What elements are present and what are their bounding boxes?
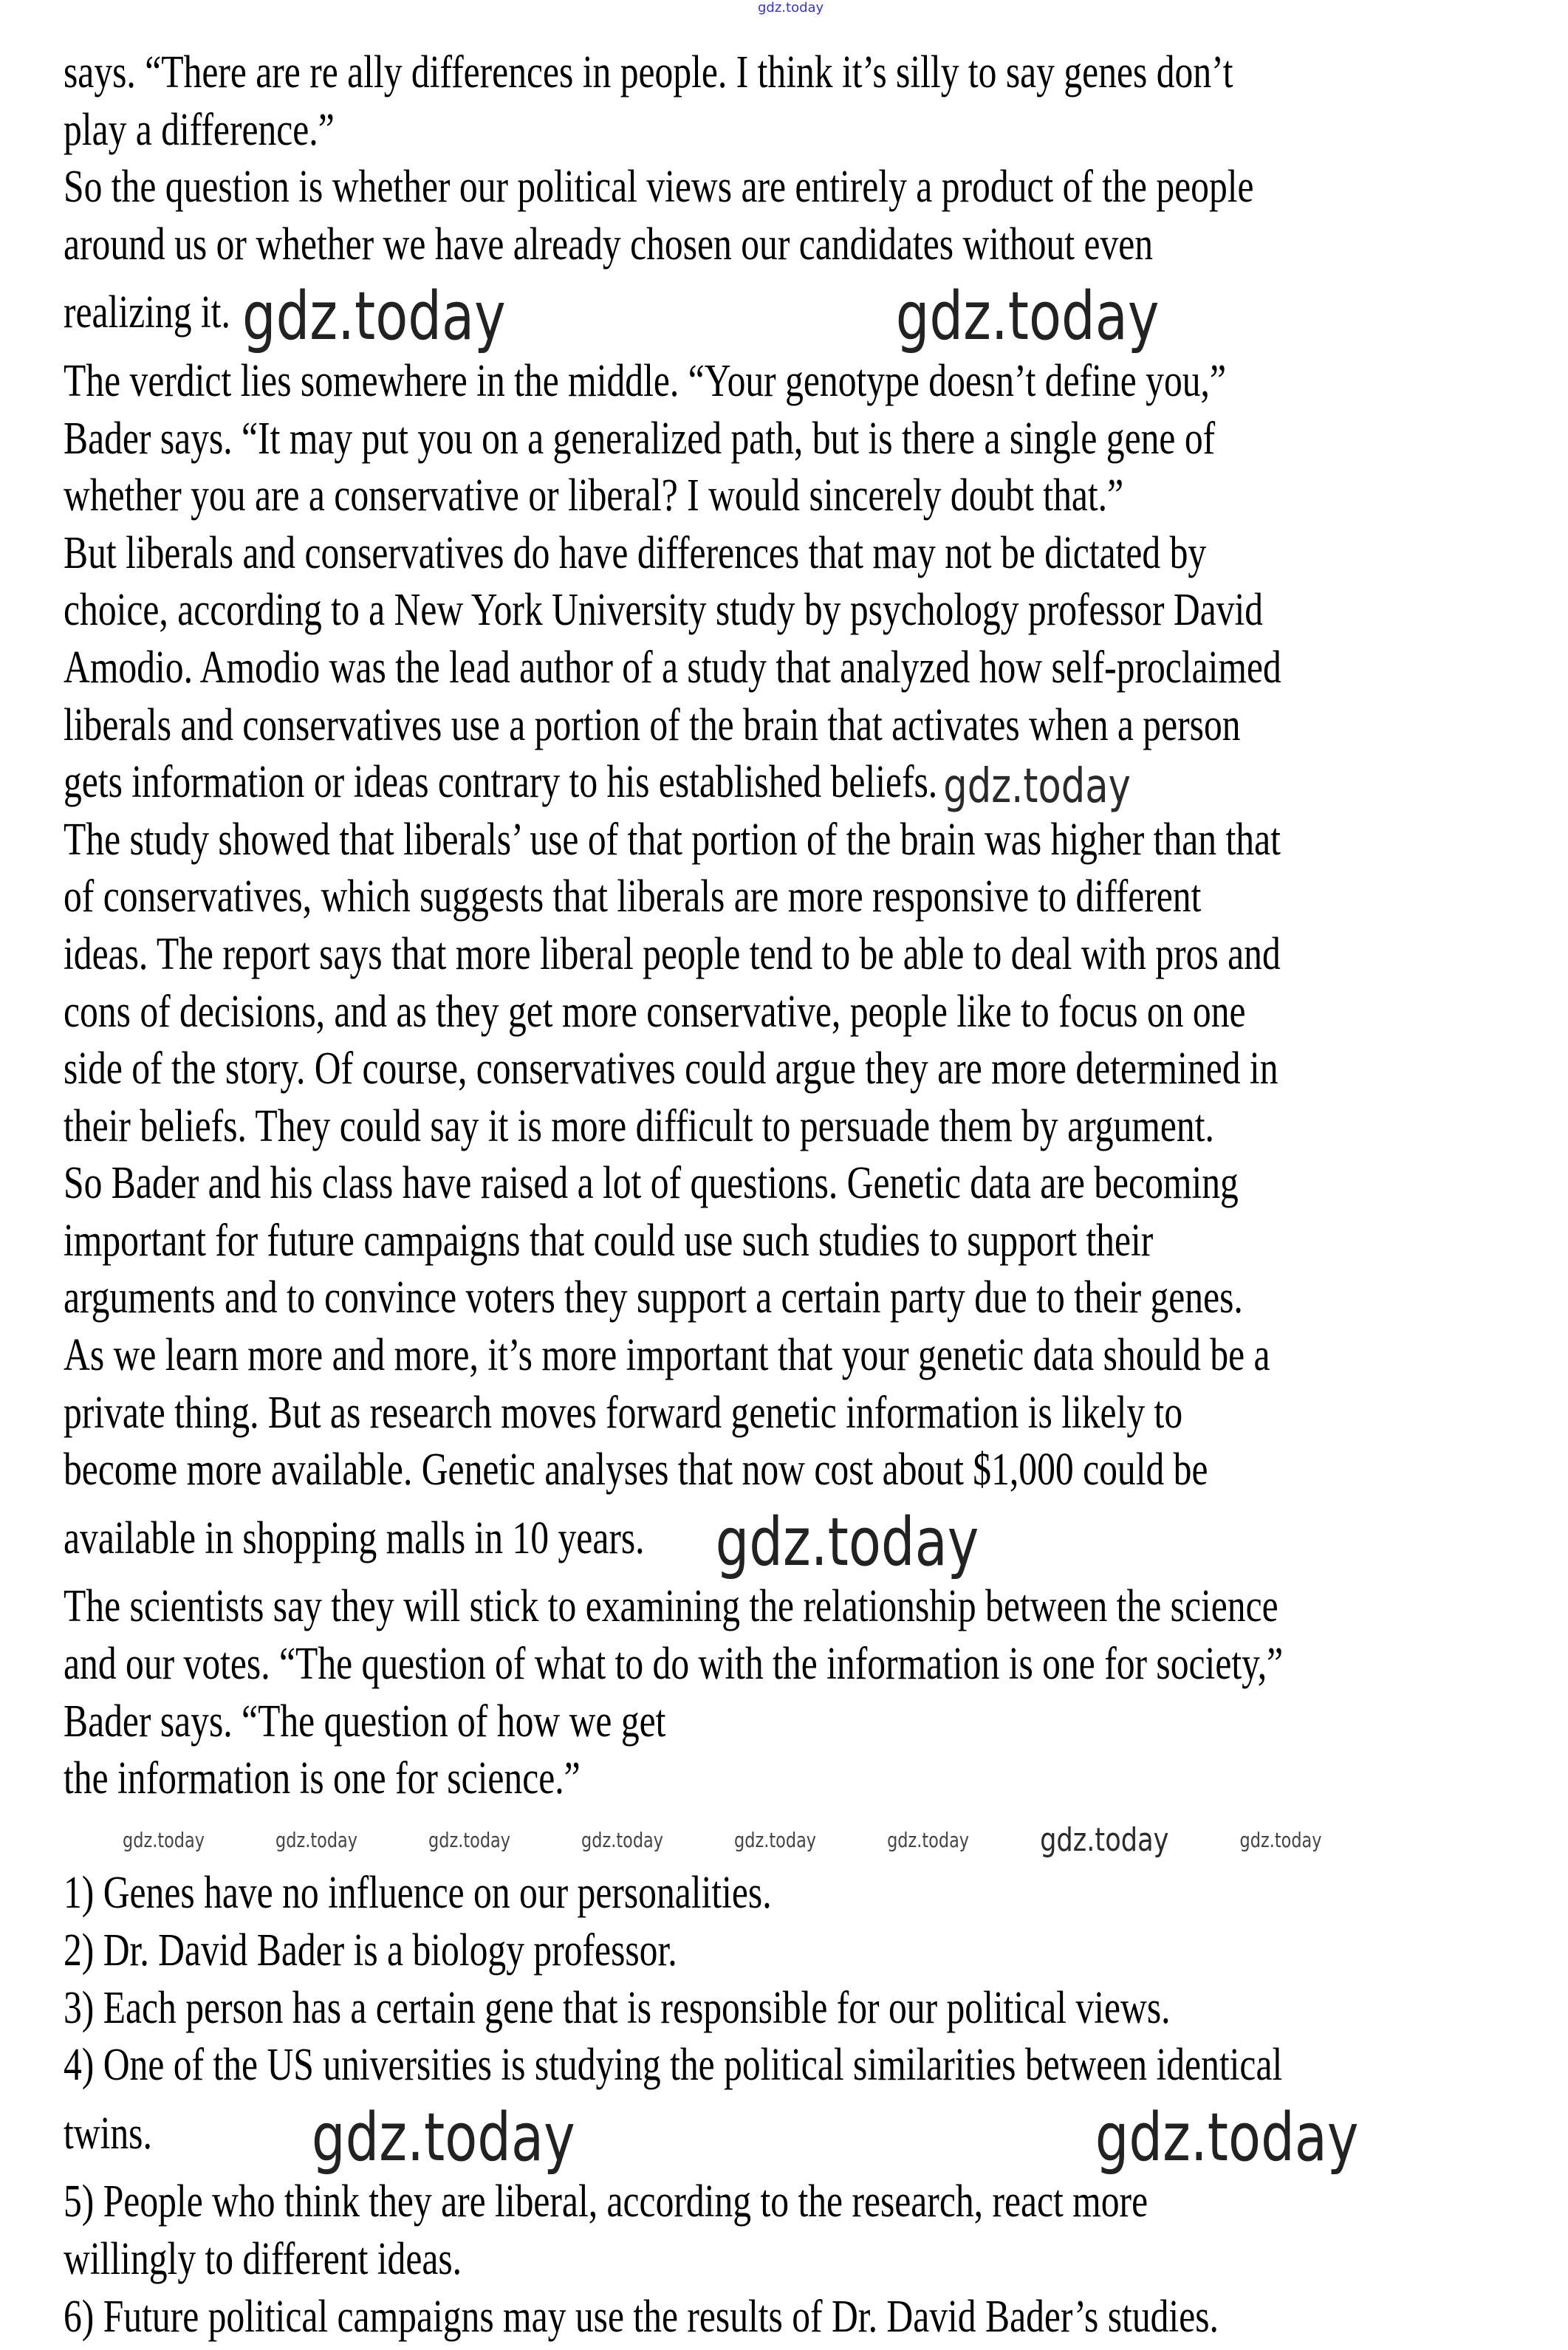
question-line — [64, 1980, 1359, 2038]
watermark: gdz.today — [715, 1503, 979, 1581]
text-line — [64, 640, 1359, 697]
text-line — [64, 984, 1359, 1041]
text-line — [64, 1098, 1359, 1156]
line-text: 6) Future political campaigns may use the results of Dr. David Bader’s studies. — [64, 2291, 1219, 2342]
line-text: private thing. But as research moves forward genetic information is likely to — [64, 1387, 1183, 1438]
text-line — [64, 1693, 1359, 1751]
document-body — [64, 44, 1568, 2346]
line-text: their beliefs. They could say it is more difficult to persuade them by argument. — [64, 1100, 1214, 1151]
text-line — [64, 1442, 1359, 1499]
watermark: gdz.today — [311, 2098, 575, 2176]
watermark: gdz.today — [242, 278, 506, 356]
text-line — [64, 926, 1359, 984]
line-text: play a difference.” — [64, 104, 335, 155]
line-text: realizing it. — [64, 287, 230, 338]
text-line — [64, 1578, 1359, 1636]
line-text: The verdict lies somewhere in the middle. “Your genotype doesn’t define you,” — [64, 355, 1226, 406]
text-line — [64, 754, 1359, 812]
line-text: gets information or ideas contrary to his established beliefs. — [64, 757, 938, 808]
line-text: says. “There are re ally differences in people. I think it’s silly to say genes don’t — [64, 47, 1233, 97]
line-text: liberals and conservatives use a portion of the brain that activates when a person — [64, 699, 1241, 750]
line-text: The study showed that liberals’ use of that portion of the brain was higher than that — [64, 814, 1281, 865]
text-line — [64, 1385, 1359, 1442]
question-line — [64, 2231, 1359, 2289]
blank-line — [64, 1808, 1359, 1866]
text-line — [64, 1213, 1359, 1270]
text-line — [64, 869, 1359, 926]
line-text: side of the story. Of course, conservatives could argue they are more determined in — [64, 1044, 1278, 1095]
text-line — [64, 1155, 1359, 1213]
line-text: willingly to different ideas. — [64, 2233, 462, 2284]
line-text: 3) Each person has a certain gene that is responsible for our political views. — [64, 1982, 1171, 2033]
line-text: important for future campaigns that could use such studies to support their — [64, 1215, 1154, 1266]
question-line — [64, 2037, 1359, 2094]
watermark: gdz.today — [895, 278, 1160, 356]
line-text: the information is one for science.” — [64, 1753, 581, 1804]
watermark: gdz.today — [734, 1827, 817, 1852]
text-line — [64, 467, 1359, 525]
line-text: 5) People who think they are liberal, according to the research, react more — [64, 2176, 1148, 2227]
text-line — [64, 159, 1359, 216]
text-line — [64, 216, 1359, 274]
line-text: available in shopping malls in 10 years. — [64, 1513, 645, 1563]
line-text: Bader says. “The question of how we get — [64, 1696, 666, 1747]
line-text: twins. — [64, 2108, 152, 2159]
line-text: 1) Genes have no influence on our personalities. — [64, 1868, 772, 1919]
watermark: gdz.today — [1040, 1820, 1169, 1859]
line-text: around us or whether we have already chosen our candidates without even — [64, 219, 1154, 270]
line-text: Amodio. Amodio was the lead author of a study that analyzed how self-proclaimed — [64, 642, 1281, 693]
line-text: 2) Dr. David Bader is a biology professor. — [64, 1925, 677, 1976]
text-line — [64, 1636, 1359, 1693]
text-line — [64, 1750, 1359, 1808]
watermark: gdz.today — [1095, 2098, 1359, 2176]
line-text: So Bader and his class have raised a lot of questions. Genetic data are becoming — [64, 1158, 1239, 1209]
line-text: whether you are a conservative or liberal? I would sincerely doubt that.” — [64, 470, 1124, 521]
text-line — [64, 44, 1359, 102]
text-line — [64, 273, 1359, 356]
line-text: Bader says. “It may put you on a generalized path, but is there a single gene of — [64, 413, 1216, 464]
watermark: gdz.today — [123, 1827, 205, 1852]
text-line — [64, 1499, 1359, 1579]
line-text: The scientists say they will stick to examining the relationship between the science — [64, 1581, 1278, 1632]
text-line — [64, 697, 1359, 755]
watermark: gdz.today — [887, 1827, 970, 1852]
watermark: gdz.today — [428, 1827, 511, 1852]
line-text: So the question is whether our political views are entirely a product of the people — [64, 162, 1254, 213]
text-line — [64, 1327, 1359, 1385]
text-line — [64, 812, 1359, 869]
line-text: ideas. The report says that more liberal people tend to be able to deal with pros and — [64, 928, 1281, 979]
watermark: gdz.today — [943, 758, 1131, 814]
line-text: cons of decisions, and as they get more conservative, people like to focus on one — [64, 986, 1246, 1037]
line-text: 4) One of the US universities is studying the political similarities between identical — [64, 2040, 1283, 2091]
question-line — [64, 2289, 1359, 2346]
line-text: But liberals and conservatives do have differences that may not be dictated by — [64, 527, 1207, 578]
question-line — [64, 2094, 1359, 2174]
text-line — [64, 582, 1359, 640]
question-line — [64, 1865, 1359, 1922]
line-text: As we learn more and more, it’s more important that your genetic data should be a — [64, 1330, 1270, 1381]
line-text: and our votes. “The question of what to do with the information is one for society,” — [64, 1639, 1284, 1690]
line-text: choice, according to a New York University study by psychology professor David — [64, 585, 1264, 636]
text-line — [64, 411, 1359, 468]
question-line — [64, 2173, 1359, 2231]
watermark: gdz.today — [581, 1827, 664, 1852]
watermark: gdz.today — [1239, 1827, 1322, 1852]
text-line — [64, 525, 1359, 583]
question-line — [64, 1922, 1359, 1980]
text-line — [64, 1270, 1359, 1327]
watermark: gdz.today — [275, 1827, 358, 1852]
line-text: of conservatives, which suggests that liberals are more responsive to different — [64, 871, 1202, 922]
text-line — [64, 1041, 1359, 1098]
line-text: arguments and to convince voters they support a certain party due to their genes. — [64, 1272, 1243, 1323]
header-watermark: gdz.today — [758, 0, 824, 16]
text-line — [64, 102, 1359, 160]
line-text: become more available. Genetic analyses that now cost about $1,000 could be — [64, 1445, 1208, 1496]
text-line — [64, 353, 1359, 411]
